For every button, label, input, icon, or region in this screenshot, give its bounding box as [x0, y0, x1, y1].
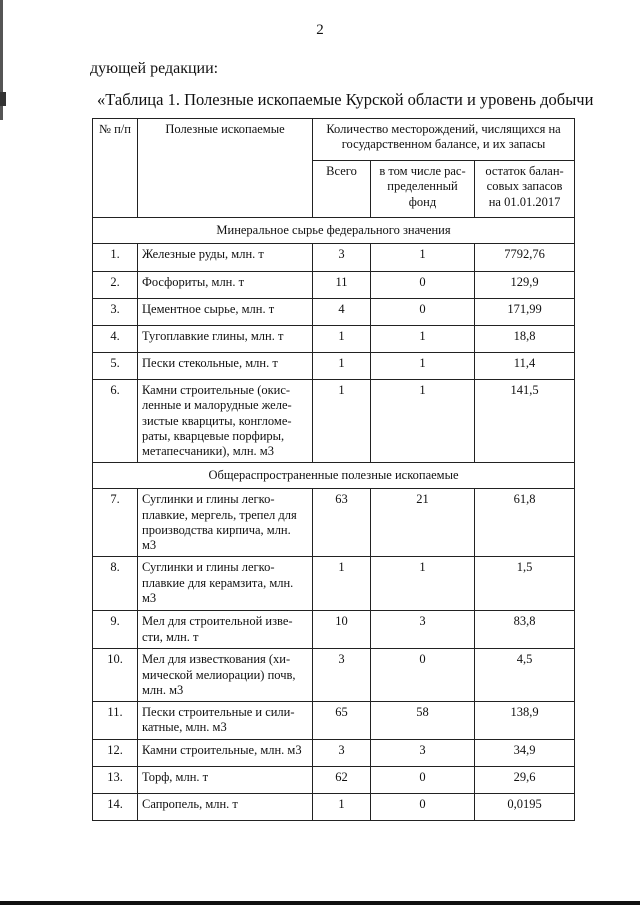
total-count: 65: [313, 702, 371, 740]
total-count: 1: [313, 794, 371, 821]
total-count: 62: [313, 767, 371, 794]
table-row: [93, 649, 575, 702]
row-number: 3.: [93, 299, 138, 326]
header-num: № п/п: [93, 119, 138, 218]
mineral-name: Суглинки и глины легко-плавкие, мергель, трепел для производства кирпича, млн. м3: [138, 489, 313, 557]
mineral-name: Мел для известкования (хи-мической мелиорации) почв, млн. м3: [138, 649, 313, 702]
header-total: Всего: [313, 161, 371, 218]
table-row: [93, 244, 575, 272]
table-row: [93, 272, 575, 299]
section-title: Общераспространенные полезные ископаемые: [93, 463, 575, 489]
reserves-value: 18,8: [475, 326, 575, 353]
distributed-count: 1: [371, 557, 475, 611]
mineral-name: Железные руды, млн. т: [138, 244, 313, 272]
distributed-count: 0: [371, 299, 475, 326]
table-row: [93, 353, 575, 380]
row-number: 11.: [93, 702, 138, 740]
total-count: 1: [313, 326, 371, 353]
page-number: 2: [316, 22, 324, 38]
mineral-name: Камни строительные, млн. м3: [138, 740, 313, 767]
header-group: Количество месторождений, числящихся на государственном балансе, и их запасы: [313, 119, 575, 161]
reserves-value: 129,9: [475, 272, 575, 299]
reserves-value: 29,6: [475, 767, 575, 794]
header-distributed: в том числе рас-пределенный фонд: [371, 161, 475, 218]
table-row: [93, 702, 575, 740]
reserves-value: 61,8: [475, 489, 575, 557]
row-number: 14.: [93, 794, 138, 821]
reserves-value: 11,4: [475, 353, 575, 380]
total-count: 1: [313, 380, 371, 463]
mineral-name: Сапропель, млн. т: [138, 794, 313, 821]
table-row: [93, 557, 575, 611]
table-row: [93, 326, 575, 353]
row-number: 1.: [93, 244, 138, 272]
distributed-count: 1: [371, 244, 475, 272]
row-number: 6.: [93, 380, 138, 463]
mineral-name: Пески стекольные, млн. т: [138, 353, 313, 380]
reserves-value: 0,0195: [475, 794, 575, 821]
mineral-name: Торф, млн. т: [138, 767, 313, 794]
total-count: 3: [313, 740, 371, 767]
reserves-value: 138,9: [475, 702, 575, 740]
row-number: 7.: [93, 489, 138, 557]
total-count: 63: [313, 489, 371, 557]
distributed-count: 1: [371, 353, 475, 380]
table-body: [93, 218, 575, 821]
distributed-count: 0: [371, 767, 475, 794]
minerals-table: [92, 118, 575, 821]
row-number: 5.: [93, 353, 138, 380]
distributed-count: 3: [371, 611, 475, 649]
total-count: 1: [313, 353, 371, 380]
distributed-count: 0: [371, 794, 475, 821]
total-count: 1: [313, 557, 371, 611]
mineral-name: Камни строительные (окис-ленные и малорудные желе-зистые кварциты, конгломе-раты, кварцевые порфиры, метапесчаники), млн. м3: [138, 380, 313, 463]
distributed-count: 3: [371, 740, 475, 767]
row-number: 13.: [93, 767, 138, 794]
table-row: [93, 767, 575, 794]
reserves-value: 1,5: [475, 557, 575, 611]
section-title: Минеральное сырье федерального значения: [93, 218, 575, 244]
table-row: [93, 380, 575, 463]
row-number: 4.: [93, 326, 138, 353]
reserves-value: 34,9: [475, 740, 575, 767]
table-row: [93, 740, 575, 767]
reserves-value: 4,5: [475, 649, 575, 702]
total-count: 11: [313, 272, 371, 299]
continued-text: дующей редакции:: [90, 60, 219, 77]
mineral-name: Фосфориты, млн. т: [138, 272, 313, 299]
row-number: 2.: [93, 272, 138, 299]
page-bottom-edge: [0, 901, 640, 905]
distributed-count: 0: [371, 649, 475, 702]
mineral-name: Цементное сырье, млн. т: [138, 299, 313, 326]
reserves-value: 141,5: [475, 380, 575, 463]
mineral-name: Тугоплавкие глины, млн. т: [138, 326, 313, 353]
table-row: [93, 299, 575, 326]
total-count: 3: [313, 244, 371, 272]
row-number: 12.: [93, 740, 138, 767]
table-title: «Таблица 1. Полезные ископаемые Курской области и уровень добычи: [97, 90, 594, 109]
distributed-count: 58: [371, 702, 475, 740]
table-row: [93, 489, 575, 557]
table-row: [93, 611, 575, 649]
total-count: 3: [313, 649, 371, 702]
distributed-count: 21: [371, 489, 475, 557]
mineral-name: Пески строительные и сили-катные, млн. м3: [138, 702, 313, 740]
reserves-value: 83,8: [475, 611, 575, 649]
header-reserves: остаток балан-совых запасов на 01.01.2017: [475, 161, 575, 218]
mineral-name: Суглинки и глины легко-плавкие для керамзита, млн. м3: [138, 557, 313, 611]
table-row: [93, 794, 575, 821]
total-count: 4: [313, 299, 371, 326]
header-name: Полезные ископаемые: [138, 119, 313, 218]
row-number: 9.: [93, 611, 138, 649]
total-count: 10: [313, 611, 371, 649]
distributed-count: 1: [371, 326, 475, 353]
row-number: 10.: [93, 649, 138, 702]
row-number: 8.: [93, 557, 138, 611]
scan-edge-mark: [0, 92, 6, 106]
reserves-value: 171,99: [475, 299, 575, 326]
distributed-count: 1: [371, 380, 475, 463]
distributed-count: 0: [371, 272, 475, 299]
mineral-name: Мел для строительной изве-сти, млн. т: [138, 611, 313, 649]
reserves-value: 7792,76: [475, 244, 575, 272]
